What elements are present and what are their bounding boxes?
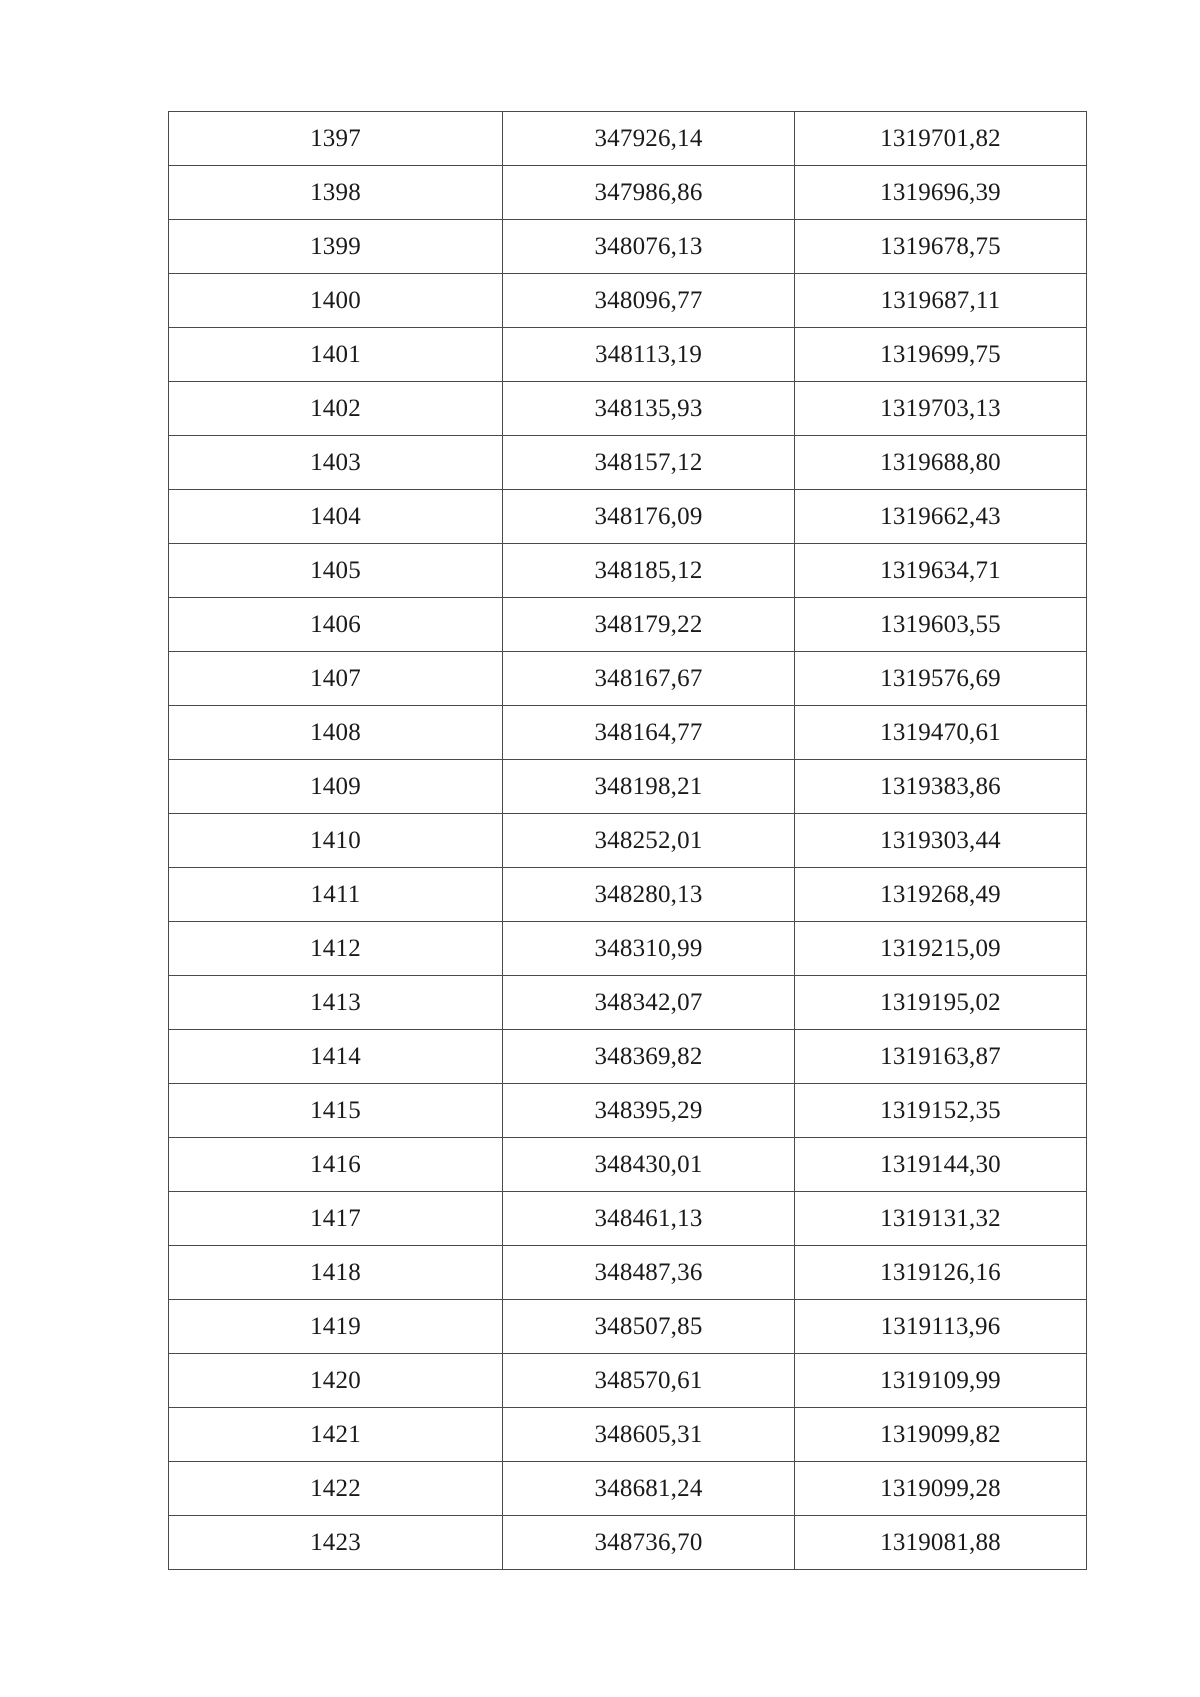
x-coordinate-cell: 348179,22 <box>503 598 795 652</box>
table-row <box>169 760 1087 814</box>
point-number-cell: 1418 <box>169 1246 503 1300</box>
y-coordinate-cell: 1319576,69 <box>795 652 1087 706</box>
table-row <box>169 220 1087 274</box>
y-coordinate-cell: 1319131,32 <box>795 1192 1087 1246</box>
x-coordinate-cell: 347986,86 <box>503 166 795 220</box>
table-row <box>169 922 1087 976</box>
y-coordinate-cell: 1319470,61 <box>795 706 1087 760</box>
x-coordinate-cell: 348430,01 <box>503 1138 795 1192</box>
point-number-cell: 1414 <box>169 1030 503 1084</box>
table-row <box>169 1192 1087 1246</box>
y-coordinate-cell: 1319163,87 <box>795 1030 1087 1084</box>
table-row <box>169 598 1087 652</box>
x-coordinate-cell: 347926,14 <box>503 112 795 166</box>
point-number-cell: 1406 <box>169 598 503 652</box>
x-coordinate-cell: 348135,93 <box>503 382 795 436</box>
x-coordinate-cell: 348198,21 <box>503 760 795 814</box>
x-coordinate-cell: 348076,13 <box>503 220 795 274</box>
x-coordinate-cell: 348369,82 <box>503 1030 795 1084</box>
table-row <box>169 1516 1087 1570</box>
table-row <box>169 652 1087 706</box>
y-coordinate-cell: 1319701,82 <box>795 112 1087 166</box>
x-coordinate-cell: 348507,85 <box>503 1300 795 1354</box>
x-coordinate-cell: 348395,29 <box>503 1084 795 1138</box>
coordinates-table-body <box>169 112 1087 1570</box>
table-row <box>169 814 1087 868</box>
point-number-cell: 1405 <box>169 544 503 598</box>
y-coordinate-cell: 1319688,80 <box>795 436 1087 490</box>
point-number-cell: 1400 <box>169 274 503 328</box>
point-number-cell: 1416 <box>169 1138 503 1192</box>
y-coordinate-cell: 1319152,35 <box>795 1084 1087 1138</box>
y-coordinate-cell: 1319303,44 <box>795 814 1087 868</box>
point-number-cell: 1411 <box>169 868 503 922</box>
x-coordinate-cell: 348096,77 <box>503 274 795 328</box>
x-coordinate-cell: 348681,24 <box>503 1462 795 1516</box>
point-number-cell: 1397 <box>169 112 503 166</box>
y-coordinate-cell: 1319687,11 <box>795 274 1087 328</box>
point-number-cell: 1398 <box>169 166 503 220</box>
table-row <box>169 382 1087 436</box>
x-coordinate-cell: 348736,70 <box>503 1516 795 1570</box>
y-coordinate-cell: 1319144,30 <box>795 1138 1087 1192</box>
x-coordinate-cell: 348342,07 <box>503 976 795 1030</box>
point-number-cell: 1423 <box>169 1516 503 1570</box>
point-number-cell: 1412 <box>169 922 503 976</box>
point-number-cell: 1420 <box>169 1354 503 1408</box>
point-number-cell: 1410 <box>169 814 503 868</box>
y-coordinate-cell: 1319634,71 <box>795 544 1087 598</box>
point-number-cell: 1415 <box>169 1084 503 1138</box>
x-coordinate-cell: 348280,13 <box>503 868 795 922</box>
table-row <box>169 976 1087 1030</box>
y-coordinate-cell: 1319662,43 <box>795 490 1087 544</box>
table-row <box>169 1462 1087 1516</box>
y-coordinate-cell: 1319195,02 <box>795 976 1087 1030</box>
table-row <box>169 328 1087 382</box>
y-coordinate-cell: 1319699,75 <box>795 328 1087 382</box>
x-coordinate-cell: 348461,13 <box>503 1192 795 1246</box>
table-row <box>169 706 1087 760</box>
x-coordinate-cell: 348176,09 <box>503 490 795 544</box>
y-coordinate-cell: 1319696,39 <box>795 166 1087 220</box>
x-coordinate-cell: 348487,36 <box>503 1246 795 1300</box>
point-number-cell: 1399 <box>169 220 503 274</box>
point-number-cell: 1421 <box>169 1408 503 1462</box>
y-coordinate-cell: 1319081,88 <box>795 1516 1087 1570</box>
point-number-cell: 1413 <box>169 976 503 1030</box>
x-coordinate-cell: 348185,12 <box>503 544 795 598</box>
point-number-cell: 1422 <box>169 1462 503 1516</box>
point-number-cell: 1401 <box>169 328 503 382</box>
x-coordinate-cell: 348167,67 <box>503 652 795 706</box>
x-coordinate-cell: 348164,77 <box>503 706 795 760</box>
y-coordinate-cell: 1319703,13 <box>795 382 1087 436</box>
table-row <box>169 112 1087 166</box>
point-number-cell: 1407 <box>169 652 503 706</box>
x-coordinate-cell: 348310,99 <box>503 922 795 976</box>
table-row <box>169 1408 1087 1462</box>
point-number-cell: 1417 <box>169 1192 503 1246</box>
x-coordinate-cell: 348605,31 <box>503 1408 795 1462</box>
y-coordinate-cell: 1319126,16 <box>795 1246 1087 1300</box>
y-coordinate-cell: 1319603,55 <box>795 598 1087 652</box>
y-coordinate-cell: 1319099,28 <box>795 1462 1087 1516</box>
table-row <box>169 1138 1087 1192</box>
point-number-cell: 1402 <box>169 382 503 436</box>
y-coordinate-cell: 1319678,75 <box>795 220 1087 274</box>
x-coordinate-cell: 348113,19 <box>503 328 795 382</box>
y-coordinate-cell: 1319383,86 <box>795 760 1087 814</box>
x-coordinate-cell: 348252,01 <box>503 814 795 868</box>
table-row <box>169 1084 1087 1138</box>
point-number-cell: 1408 <box>169 706 503 760</box>
table-row <box>169 1354 1087 1408</box>
y-coordinate-cell: 1319215,09 <box>795 922 1087 976</box>
coordinates-table <box>168 111 1087 1570</box>
table-row <box>169 436 1087 490</box>
y-coordinate-cell: 1319268,49 <box>795 868 1087 922</box>
table-row <box>169 1246 1087 1300</box>
table-row <box>169 490 1087 544</box>
table-row <box>169 544 1087 598</box>
table-row <box>169 274 1087 328</box>
y-coordinate-cell: 1319113,96 <box>795 1300 1087 1354</box>
table-row <box>169 868 1087 922</box>
table-row <box>169 1030 1087 1084</box>
x-coordinate-cell: 348157,12 <box>503 436 795 490</box>
point-number-cell: 1404 <box>169 490 503 544</box>
y-coordinate-cell: 1319099,82 <box>795 1408 1087 1462</box>
point-number-cell: 1403 <box>169 436 503 490</box>
point-number-cell: 1409 <box>169 760 503 814</box>
y-coordinate-cell: 1319109,99 <box>795 1354 1087 1408</box>
table-row <box>169 166 1087 220</box>
table-row <box>169 1300 1087 1354</box>
point-number-cell: 1419 <box>169 1300 503 1354</box>
x-coordinate-cell: 348570,61 <box>503 1354 795 1408</box>
